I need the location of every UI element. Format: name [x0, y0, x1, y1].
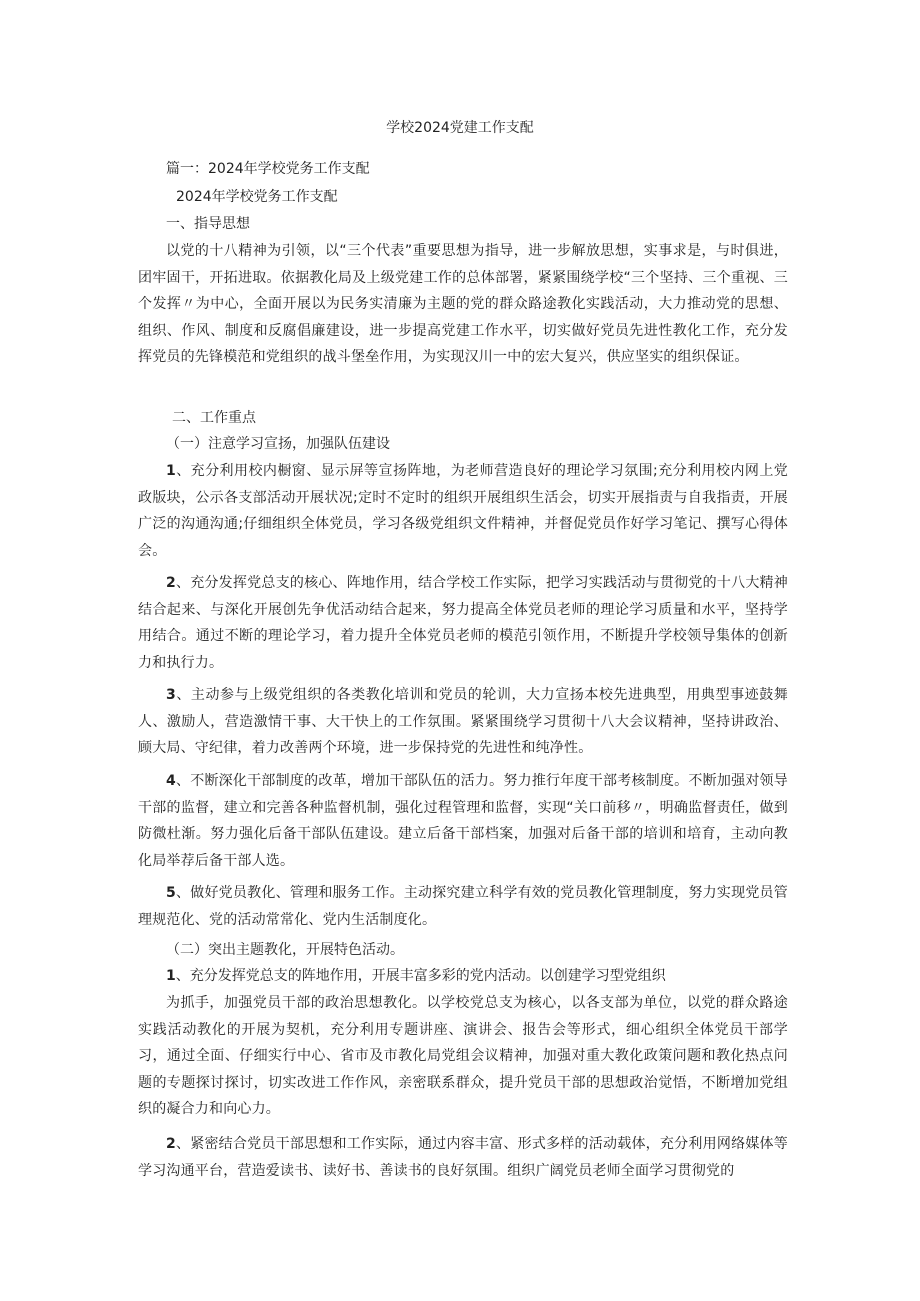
list-item-study-4 — [138, 768, 788, 874]
section-heading-work-focus: 二、工作重点 — [172, 410, 256, 426]
list-item-study-5 — [138, 880, 788, 933]
chapter-heading: 篇一：2024年学校党务工作支配 — [166, 161, 370, 177]
item-number: 2 — [166, 575, 176, 591]
list-item-themed-1-lead — [166, 966, 666, 986]
item-text: 、主动参与上级党组织的各类教化培训和党员的轮训，大力宣扬本校先进典型，用典型事迹鼓舞人、激励人，营造激情干事、大干快上的工作氛围。紧紧围绕学习贯彻十八大会议精神，坚持讲政治、顾大局、守纪律，着力改善两个环境，进一步保持党的先进性和纯净性。 — [138, 687, 788, 756]
item-text: 、充分发挥党总支的阵地作用，开展丰富多彩的党内活动。以创建学习型党组织 — [175, 968, 666, 984]
item-text: 、紧密结合党员干部思想和工作实际，通过内容丰富、形式多样的活动载体，充分利用网络媒体等学习沟通平台，营造爱读书、读好书、善读书的良好氛围。组织广阔党员老师全面学习贯彻党的 — [138, 1136, 788, 1179]
item-text: 、充分发挥党总支的核心、阵地作用，结合学校工作实际，把学习实践活动与贯彻党的十八大精神结合起来、与深化开展创先争优活动结合起来，努力提高全体党员老师的理论学习质量和水平，坚持学用结合。通过不断的理论学习，着力提升全体党员老师的模范引领作用，不断提升学校领导集体的创新力和执行力。 — [138, 575, 788, 671]
list-item-study-2 — [138, 570, 788, 676]
item-text: 、充分利用校内橱窗、显示屏等宣扬阵地，为老师营造良好的理论学习氛围;充分利用校内网上党政版块，公示各支部活动开展状况;定时不定时的组织开展组织生活会，切实开展指责与自我指责，开展广泛的沟通沟通;仔细组织全体党员，学习各级党组织文件精神，并督促党员作好学习笔记、撰写心得体会。 — [138, 463, 788, 559]
document-subtitle: 2024年学校党务工作支配 — [176, 189, 338, 205]
subsection-heading-study: （一）注意学习宣扬，加强队伍建设 — [166, 436, 390, 452]
list-item-study-1 — [138, 458, 788, 564]
paragraph-guiding-ideology: 以党的十八精神为引领，以“三个代表”重要思想为指导，进一步解放思想，实事求是，与时俱进，团牢固干，开拓进取。依据教化局及上级党建工作的总体部署，紧紧围绕学校“三个坚持、三个重视、三个发挥〃为中心，全面开展以为民务实清廉为主题的党的群众路途教化实践活动，大力推动党的思想、组织、作风、制度和反腐倡廉建设，进一步提高党建工作水平，切实做好党员先进性教化工作，充分发挥党员的先锋模范和党组织的战斗堡垒作用，为实现汉川一中的宏大复兴，供应坚实的组织保证。 — [138, 243, 788, 365]
item-number: 2 — [166, 1136, 176, 1152]
item-number: 5 — [166, 885, 176, 901]
document-title: 学校2024党建工作支配 — [386, 120, 534, 136]
item-number: 3 — [166, 687, 176, 703]
item-text: 、不断深化干部制度的改革，增加干部队伍的活力。努力推行年度干部考核制度。不断加强对领导干部的监督，建立和完善各种监督机制，强化过程管理和监督，实现“关口前移〃，明确监督责任，做到防微杜渐。努力强化后备干部队伍建设。建立后备干部档案，加强对后备干部的培训和培育，主动向教化局举荐后备干部人选。 — [138, 773, 788, 869]
item-number: 1 — [166, 463, 176, 479]
item-number: 1 — [166, 968, 176, 984]
section-heading-guiding-ideology: 一、指导思想 — [166, 216, 250, 232]
list-item-themed-2 — [138, 1131, 788, 1184]
list-item-study-3 — [138, 682, 788, 762]
subsection-heading-themed-education: （二）突出主题教化，开展特色活动。 — [166, 942, 404, 958]
list-item-themed-1-body: 为抓手，加强党员干部的政治思想教化。以学校党总支为核心，以各支部为单位，以党的群众路途实践活动教化的开展为契机，充分利用专题讲座、演讲会、报告会等形式，细心组织全体党员干部学习，通过全面、仔细实行中心、省市及市教化局党组会议精神，加强对重大教化政策问题和教化热点问题的专题探讨探讨，切实改进工作作风，亲密联系群众，提升党员干部的思想政治觉悟，不断增加党组织的凝合力和向心力。 — [138, 995, 788, 1117]
item-text: 、做好党员教化、管理和服务工作。主动探究建立科学有效的党员教化管理制度，努力实现党员管理规范化、党的活动常常化、党内生活制度化。 — [138, 885, 788, 928]
item-number: 4 — [166, 773, 176, 789]
